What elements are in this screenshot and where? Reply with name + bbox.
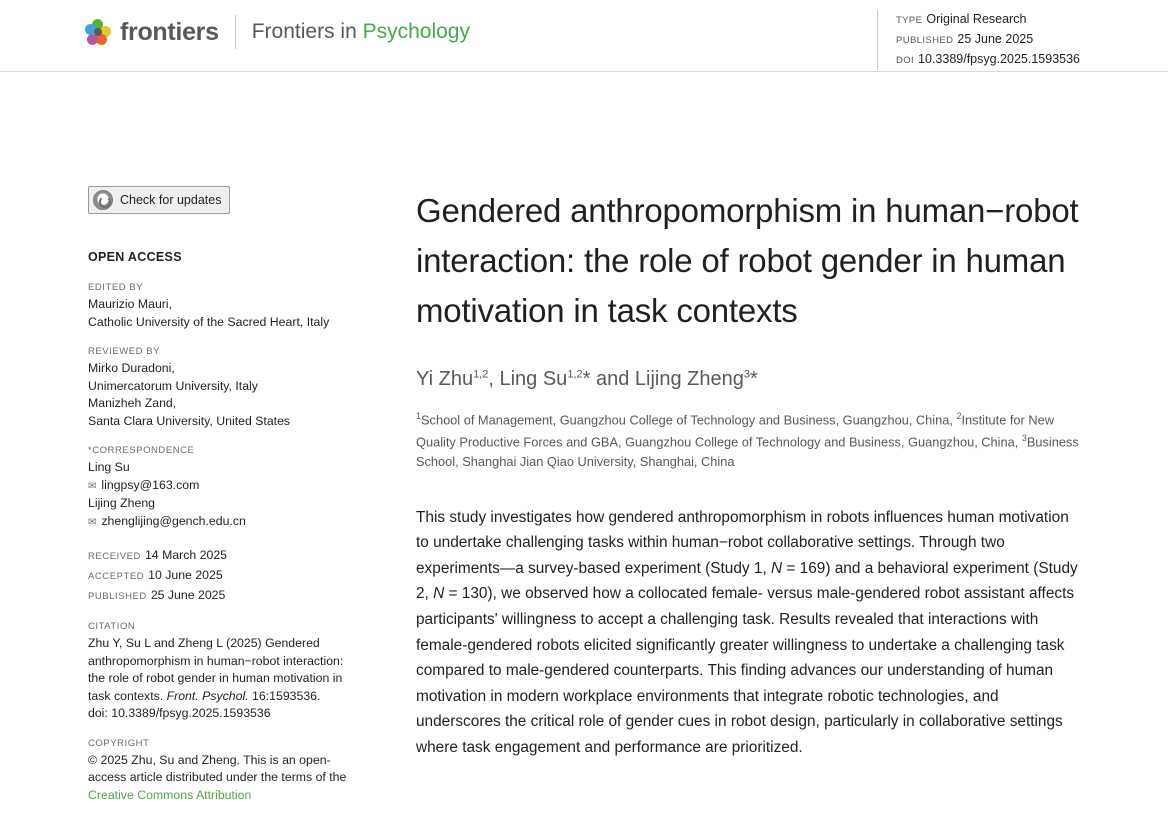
accepted-value: 10 June 2025 [148,568,223,582]
envelope-icon: ✉ [88,516,97,528]
editor-affiliation: Catholic University of the Sacred Heart, Italy [88,314,330,329]
citation-journal: Front. Psychol. [166,688,249,703]
published-label: PUBLISHED [88,591,147,602]
correspondence-name-2: Lijing Zheng [88,496,155,510]
meta-doi-value[interactable]: 10.3389/fpsyg.2025.1593536 [918,52,1080,66]
article-main [388,186,1080,819]
editor-name: Maurizio Mauri, [88,297,173,311]
check-for-updates-label: Check for updates [120,193,222,207]
edited-by-section [88,282,362,331]
journal-prefix: Frontiers in [251,20,363,43]
frontiers-wordmark: frontiers [120,17,219,46]
citation-locator: 16:1593536. [248,688,321,703]
meta-doi [896,50,1080,70]
journal-title: Psychology [362,20,470,43]
reviewer-name-2: Manizheh Zand, [88,396,177,410]
author-list: Yi Zhu$^{1,2}$, Ling Su$^{1,2}$* and Lijing Zheng$^3$* [416,368,758,390]
received-value: 14 March 2025 [144,548,228,562]
open-access-heading: OPEN ACCESS [88,250,182,264]
date-accepted [88,566,362,586]
frontiers-logo-icon [85,19,111,45]
edited-by-label: EDITED BY [88,282,144,293]
envelope-icon: ✉ [88,480,97,492]
reviewer-name-1: Mirko Duradoni, [88,361,175,375]
meta-published-label: PUBLISHED [895,35,954,46]
correspondence-email-2[interactable]: zhenglijing@gench.edu.cn [101,513,246,528]
affiliations: $^1$School of Management, Guangzhou College of Technology and Business, Guangzhou, China, $^2$Institute for New Quality Productive Forces and GBA, Guangzhou College of Technology and Business, Guangzhou, China, $^3$Business School, Shanghai Jian Qiao University, Shanghai, China [416,411,1079,469]
published-value: 25 June 2025 [150,588,226,602]
meta-doi-label: DOI [895,55,915,66]
citation-label: CITATION [88,621,136,632]
reviewer-affiliation-2: Santa Clara University, United States [88,413,291,428]
dates-section [88,546,362,606]
accepted-label: ACCEPTED [88,571,145,582]
correspondence-email-row-2[interactable] [88,513,362,532]
abstract: This study investigates how gendered anthropomorphism in robots influences human motivation to undertake challenging tasks within human−robot collaborative settings. Through two experiments—a survey-based experiment (Study 1, N = 169) and a behavioral experiment (Study 2, N = 130), we observed how a collocated female- versus male-gendered robot assistant affects participants' willingness to accept a challenging task. Results revealed that interactions with female-gendered robots elicited significantly greater willingness to undertake a challenging task compared to male-gendered counterparts. This finding advances our understanding of human motivation in modern workplace environments that integrate robotic technologies, and underscores the critical role of gender cues in robot design, particularly in collaborative settings where task engagement and performance are prioritized. [416,508,1078,756]
correspondence-name-1: Ling Su [88,460,130,474]
reviewed-by-label: REVIEWED BY [88,346,161,357]
copyright-section [88,738,362,805]
journal-name [252,20,470,44]
correspondence-section [88,445,362,531]
page-header [0,0,1168,72]
page-body [0,186,1168,819]
reviewer-affiliation-1: Unimercatorum University, Italy [88,378,258,393]
citation-doi[interactable]: doi: 10.3389/fpsyg.2025.1593536 [88,706,271,720]
check-for-updates-button[interactable] [88,186,230,214]
meta-type [896,10,1080,30]
citation-section [88,621,362,723]
article-meta [877,10,1080,70]
sidebar [88,186,388,819]
correspondence-label: *CORRESPONDENCE [88,445,195,456]
correspondence-email-1[interactable]: lingpsy@163.com [101,477,200,492]
copyright-body: © 2025 Zhu, Su and Zheng. This is an open-access article distributed under the terms of the [88,752,347,784]
license-link[interactable]: Creative Commons Attribution [88,787,252,802]
crossmark-icon [93,190,113,210]
citation-text [88,635,362,705]
meta-type-label: TYPE [895,15,923,26]
citation-main: Zhu Y, Su L and Zheng L (2025) Gendered anthropomorphism in human−robot interaction: the role of robot gender in human motivation in task contexts. [88,636,344,703]
page-title: Gendered anthropomorphism in human−robot interaction: the role of robot gender in human motivation in task contexts [416,192,1079,329]
meta-published-value: 25 June 2025 [957,32,1034,46]
brand-divider [235,15,236,49]
frontiers-brand[interactable] [85,15,470,49]
meta-type-value: Original Research [926,12,1027,26]
reviewed-by-section [88,346,362,430]
date-received [88,546,362,566]
received-label: RECEIVED [88,551,141,562]
meta-published [896,30,1080,50]
correspondence-email-row-1[interactable] [88,477,362,496]
date-published [88,586,362,606]
copyright-label: COPYRIGHT [88,737,150,749]
copyright-text [88,752,362,805]
